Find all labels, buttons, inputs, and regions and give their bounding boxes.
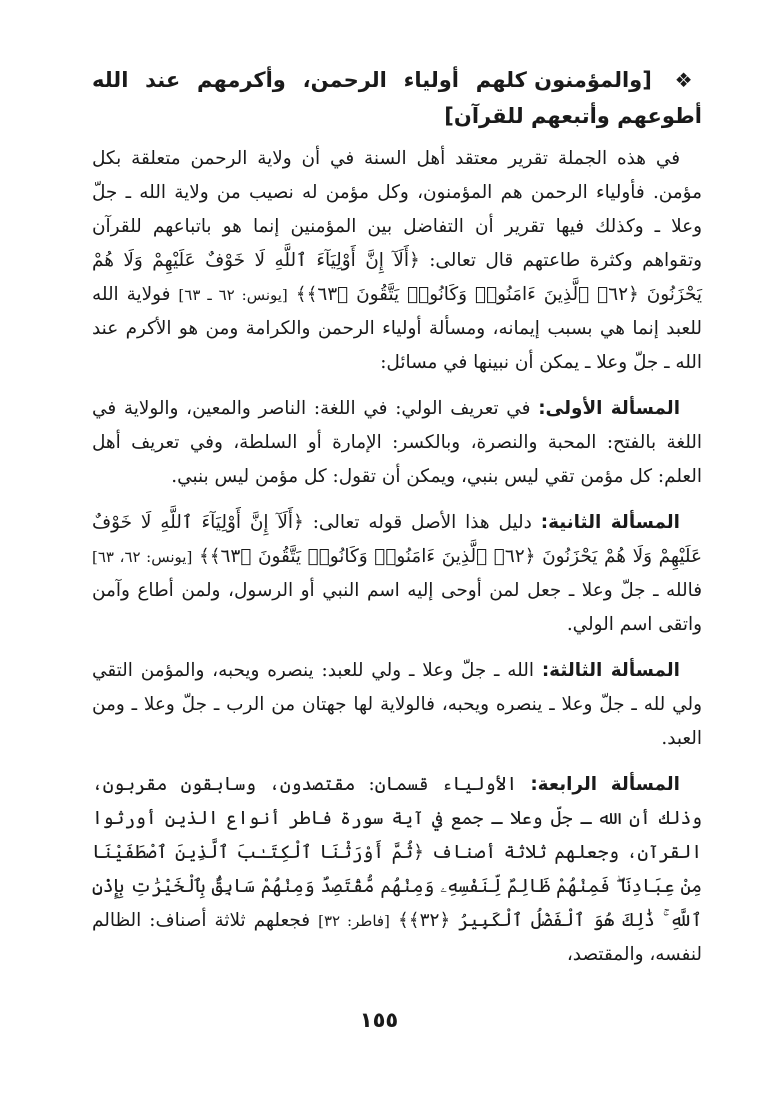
issue-3-text: الله ـ جلّ وعلا ـ ولي للعبد: ينصره ويحبه، والمؤمن التقي ولي لله ـ جلّ وعلا ـ ينصره ويحبه، فالولاية لها جهتان من الرب ـ جلّ وعلا ـ ومن العبد. — [92, 660, 702, 749]
page-number: ١٥٥ — [359, 1008, 399, 1032]
intro-verse-reference: [يونس: ٦٢ ـ ٦٣] — [178, 286, 288, 304]
issue-2-verse-reference: [يونس: ٦٢، ٦٣] — [92, 548, 193, 566]
intro-rest-text: فولاية الله للعبد إنما هي بسبب إيمانه، ومسألة أولياء الرحمن والكرامة ومن هو الأكرم عند الله ـ جلّ وعلا ـ يمكن أن نبينها في مسائل: — [92, 284, 702, 373]
issue-4-rest-text: فجعلهم ثلاثة أصناف: الظالم لنفسه، والمقتصد، — [92, 910, 702, 965]
page-body — [92, 62, 702, 984]
issue-4-paragraph — [92, 768, 702, 972]
section-heading — [92, 62, 702, 134]
issue-1-text: في تعريف الولي: في اللغة: الناصر والمعين، والولاية في اللغة بالفتح: المحبة والنصرة، وبالكسر: الإمارة أو السلطة، وفي تعريف أهل العلم: كل مؤمن تقي ليس بنبي، ويمكن أن تقول: كل مؤمن ليس بنبي. — [92, 398, 702, 487]
issue-1-label: المسألة الأولى: — [538, 398, 680, 419]
issue-2-label: المسألة الثانية: — [540, 512, 680, 533]
issue-4-label: المسألة الرابعة: — [530, 774, 680, 795]
issue-2-paragraph — [92, 506, 702, 642]
diamond-bullet-icon: ❖ — [674, 68, 702, 92]
section-heading-text: [والمؤمنون كلهم أولياء الرحمن، وأكرمهم عند الله أطوعهم وأتبعهم للقرآن] — [92, 68, 702, 128]
issue-3-label: المسألة الثالثة: — [541, 660, 680, 681]
issue-2-quran-verse: ﴿أَلَآ إِنَّ أَوْلِيَآءَ ٱللَّهِ لَا خَوْفٌ عَلَيْهِمْ وَلَا هُمْ يَحْزَنُونَ ﴿٦٢﴾ ٱلَّذِينَ ءَامَنُوا۟ وَكَانُوا۟ يَتَّقُونَ ﴿٦٣﴾﴾ — [92, 512, 702, 567]
issue-4-quran-verse: ﴿ثُمَّ أَوْرَثْنَا ٱلْكِتَـٰبَ ٱلَّذِينَ ٱصْطَفَيْنَا مِنْ عِبَادِنَا ۖ فَمِنْهُمْ ظَالِمٌ لِّنَفْسِهِۦ وَمِنْهُم مُّقْتَصِدٌ وَمِنْهُمْ سَابِقٌۢ بِٱلْخَيْرَٰتِ بِإِذْنِ ٱللَّهِ ۚ ذَٰلِكَ هُوَ ٱلْفَضْلُ ٱلْكَبِيرُ ﴿٣٢﴾﴾ — [92, 842, 702, 931]
intro-quran-verse: ﴿أَلَآ إِنَّ أَوْلِيَآءَ ٱللَّهِ لَا خَوْفٌ عَلَيْهِمْ وَلَا هُمْ يَحْزَنُونَ ﴿٦٢﴾ ٱلَّذِينَ ءَامَنُوا۟ وَكَانُوا۟ يَتَّقُونَ ﴿٦٣﴾﴾ — [92, 250, 702, 305]
issue-4-text: الأولياء قسمان: مقتصدون، وسابقون مقربون، وذلك أن الله ـ جلّ وعلا ـ جمع في آية سورة فاطر أنواع الذين أورثوا القرآن، وجعلهم ثلاثة أصناف — [92, 774, 702, 863]
issue-1-paragraph — [92, 392, 702, 494]
issue-2-rest-text: فالله ـ جلّ وعلا ـ جعل لمن أوحى إليه اسم النبي أو الرسول، ولمن أطاع وآمن واتقى اسم الولي. — [92, 580, 702, 635]
intro-text: في هذه الجملة تقرير معتقد أهل السنة في أن ولاية الرحمن متعلقة بكل مؤمن. فأولياء الرحمن هم المؤمنون، وكل مؤمن له نصيب من ولاية الله ـ جلّ وعلا ـ وكذلك فيها تقرير أن التفاضل بين المؤمنين إنما هو باتباعهم للقرآن وتقواهم وكثرة طاعتهم قال تعالى: — [92, 148, 702, 271]
issue-4-verse-reference: [فاطر: ٣٢] — [318, 912, 390, 930]
issue-2-text: دليل هذا الأصل قوله تعالى: — [312, 512, 532, 533]
issue-3-paragraph — [92, 654, 702, 756]
intro-paragraph — [92, 142, 702, 380]
